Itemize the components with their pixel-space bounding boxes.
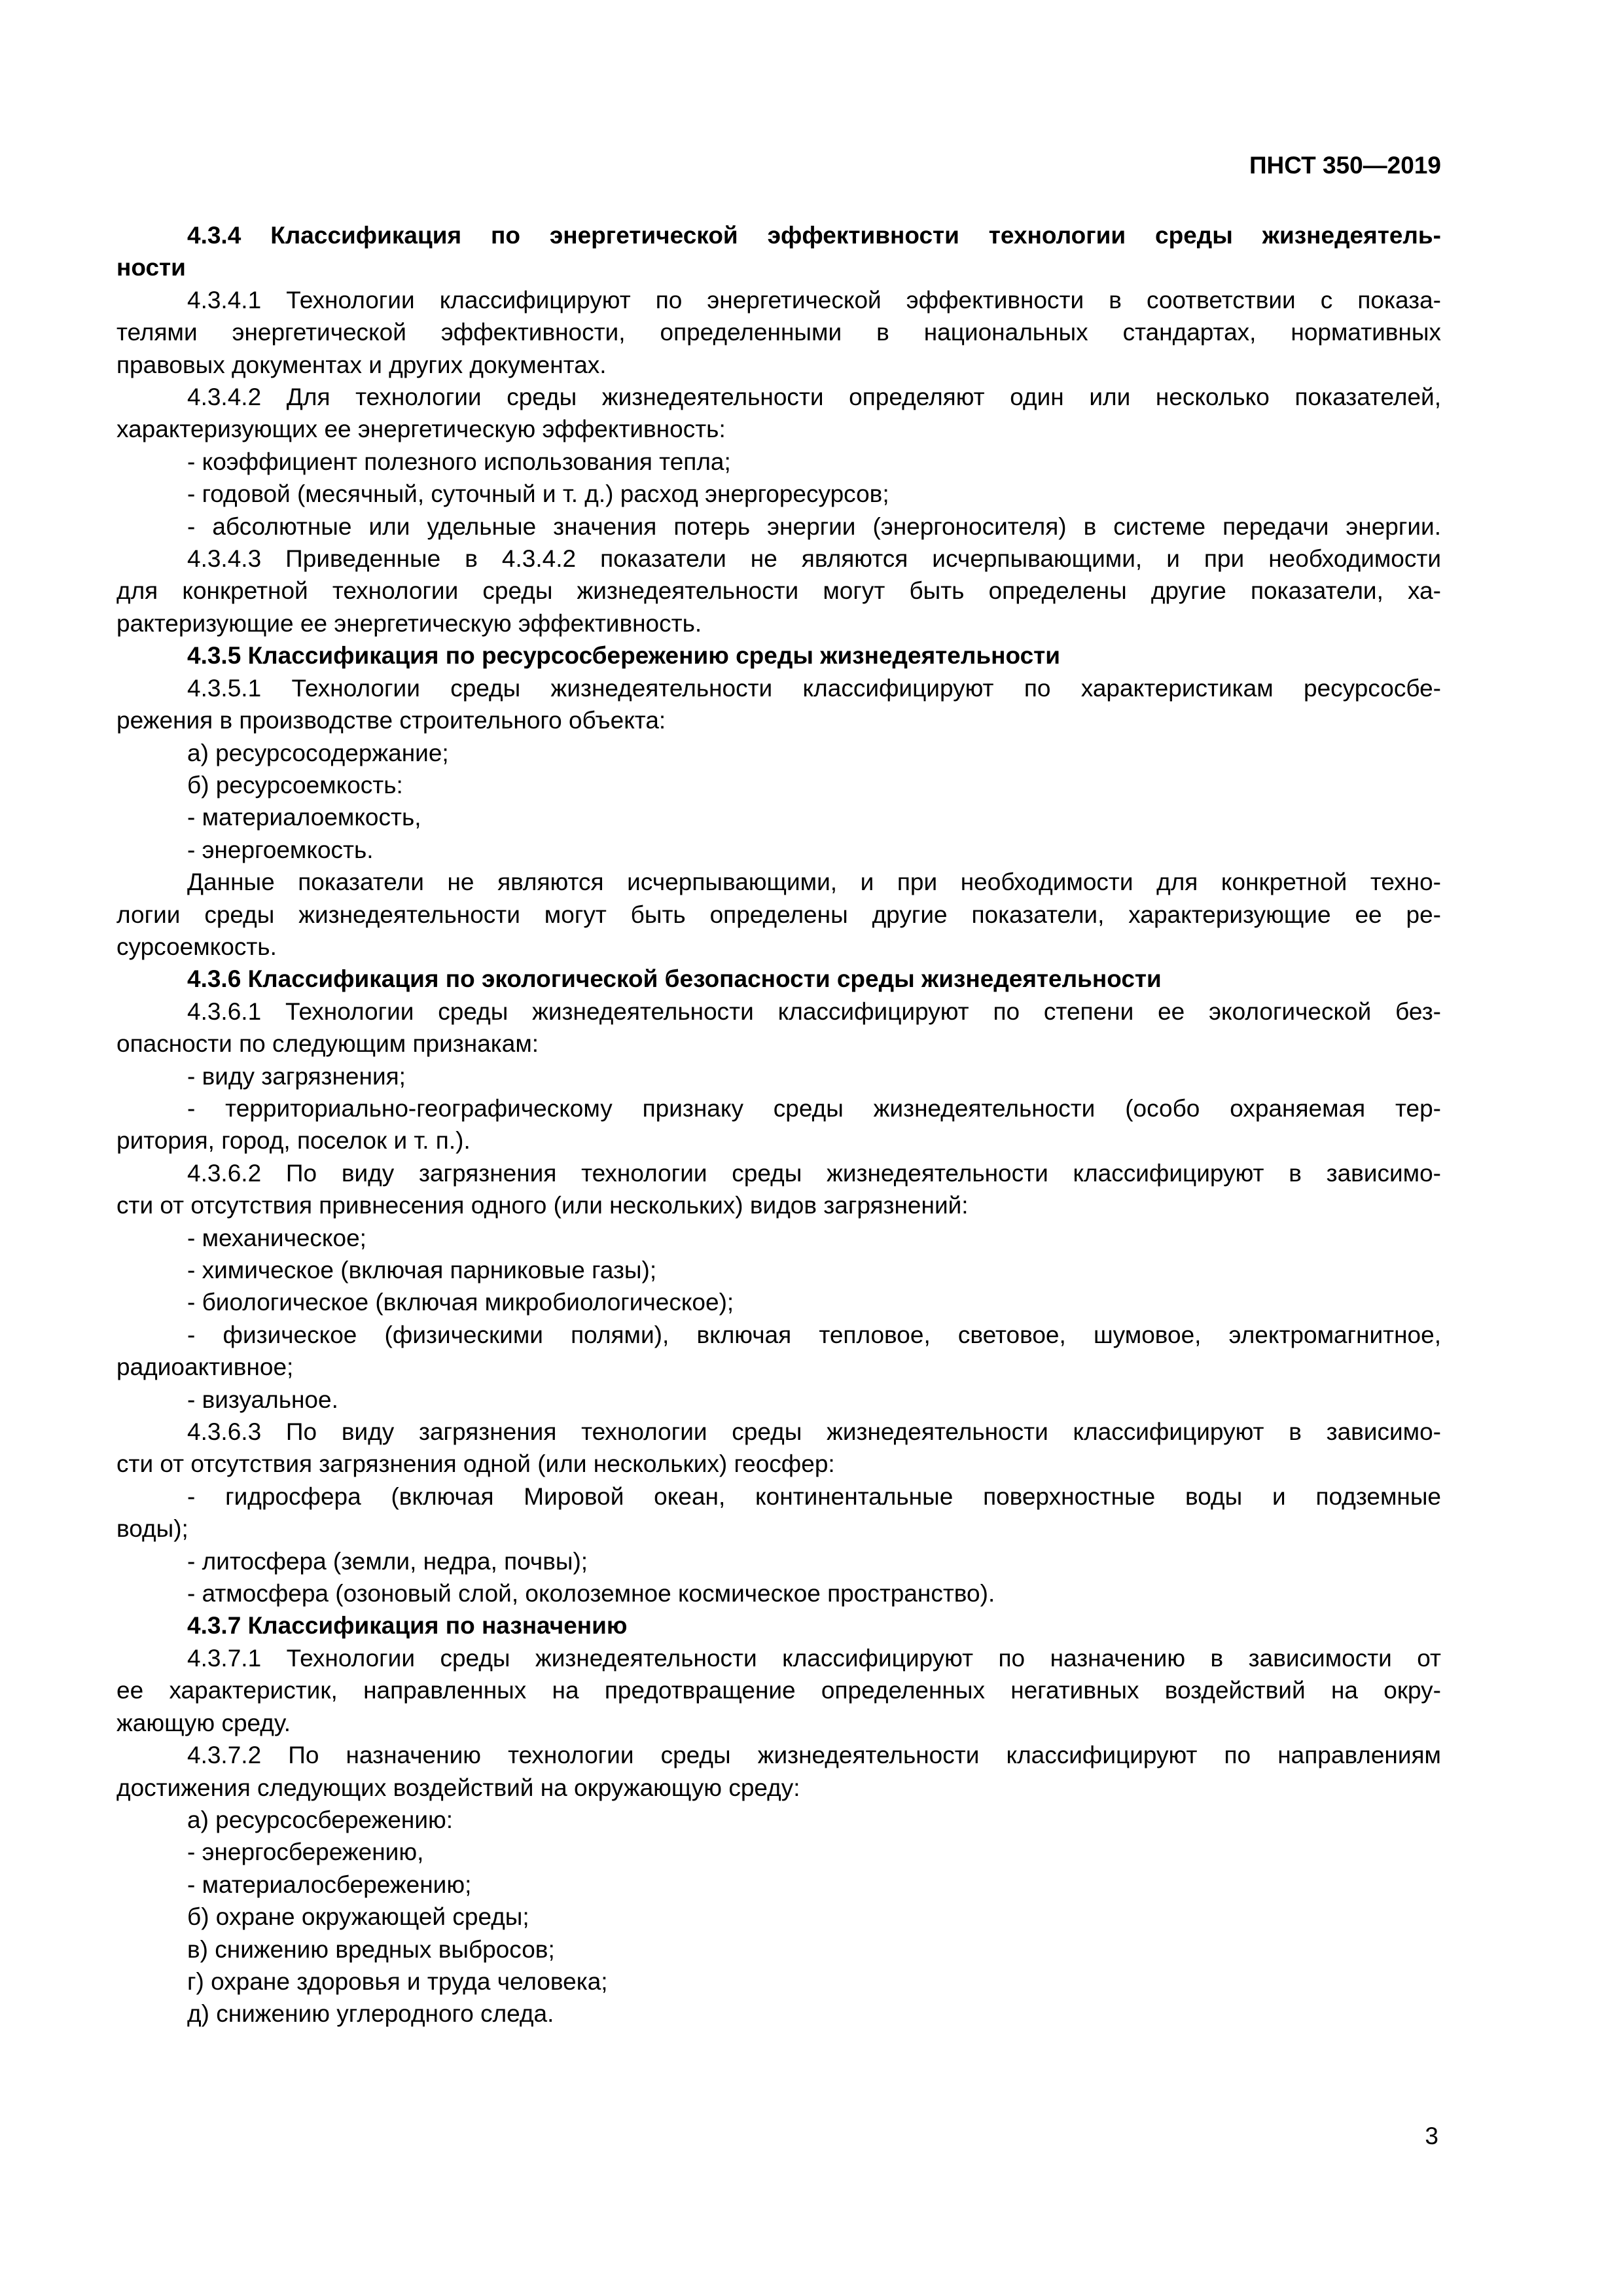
text-line: 4.3.7.2 По назначению технологии среды жизнедеятельности классифицируют по направлениям [187,1742,1441,1769]
text-line: - абсолютные или удельные значения потерь энергии (энергоносителя) в системе передачи энергии. [187,512,1441,540]
text-line: ритория, город, поселок и т. п.). [116,1127,471,1155]
text-line: 4.3.6.1 Технологии среды жизнедеятельности классифицируют по степени ее экологической без- [187,997,1441,1025]
text-line: - атмосфера (озоновый слой, околоземное космическое пространство). [187,1580,995,1607]
text-line: - энергоемкость. [187,836,374,863]
text-line: - визуальное. [187,1386,338,1413]
text-line: - материалоемкость, [187,804,421,831]
text-line: б) ресурсоемкость: [187,771,403,798]
text-line: 4.3.4.3 Приведенные в 4.3.4.2 показатели не являются исчерпывающими, и при необходимости [187,545,1441,573]
text-line: сти от отсутствия загрязнения одной (или нескольких) геосфер: [116,1450,835,1478]
document-body [116,219,1441,2030]
text-line: жающую среду. [116,1709,291,1736]
section-heading-line: 4.3.4 Классификация по энергетической эффективности технологии среды жизнедеятель- [187,222,1441,249]
section-heading-line: 4.3.6 Классификация по экологической безопасности среды жизнедеятельности [187,965,1162,993]
text-line: а) ресурсосбережению: [187,1806,454,1833]
section-heading-line: 4.3.7 Классификация по назначению [187,1612,628,1640]
text-line: - материалосбережению; [187,1871,472,1898]
text-line: 4.3.4.2 Для технологии среды жизнедеятельности определяют один или несколько показателей, [187,384,1441,411]
text-line: - биологическое (включая микробиологическое); [187,1289,734,1316]
text-line: ее характеристик, направленных на предотвращение определенных негативных воздействий на окру- [116,1677,1441,1704]
text-line: сти от отсутствия привнесения одного (или нескольких) видов загрязнений: [116,1192,969,1219]
text-line: - виду загрязнения; [187,1062,406,1090]
text-line: Данные показатели не являются исчерпывающими, и при необходимости для конкретной техно- [187,869,1441,896]
text-line: характеризующих ее энергетическую эффективность: [116,416,726,443]
text-line: - годовой (месячный, суточный и т. д.) расход энергоресурсов; [187,480,889,508]
text-line: - энергосбережению, [187,1839,424,1866]
text-line: - коэффициент полезного использования тепла; [187,448,731,475]
text-line: г) охране здоровья и труда человека; [187,1967,608,1995]
text-line: - гидросфера (включая Мировой океан, континентальные поверхностные воды и подземные [187,1482,1441,1510]
text-line: правовых документах и других документах. [116,351,607,378]
text-line: телями энергетической эффективности, определенными в национальных стандартах, нормативных [116,319,1441,346]
text-line: 4.3.7.1 Технологии среды жизнедеятельности классифицируют по назначению в зависимости от [187,1644,1441,1672]
text-line: режения в производстве строительного объекта: [116,707,666,734]
section-heading-line: 4.3.5 Классификация по ресурсосбережению среды жизнедеятельности [187,642,1061,670]
text-line: б) охране окружающей среды; [187,1903,529,1931]
document-number-header: ПНСТ 350—2019 [1249,152,1441,179]
text-line: 4.3.4.1 Технологии классифицируют по энергетической эффективности в соответствии с показа- [187,286,1441,314]
text-line: - физическое (физическими полями), включая тепловое, световое, шумовое, электромагнитное, [187,1321,1441,1348]
text-line: д) снижению углеродного следа. [187,2000,554,2028]
text-line: 4.3.5.1 Технологии среды жизнедеятельности классифицируют по характеристикам ресурсосбе- [187,674,1441,702]
text-line: радиоактивное; [116,1354,294,1381]
page-number: 3 [1425,2123,1438,2149]
text-line: достижения следующих воздействий на окружающую среду: [116,1774,800,1801]
text-line: 4.3.6.2 По виду загрязнения технологии среды жизнедеятельности классифицируют в зависимо- [187,1159,1441,1187]
section-heading-line: ности [116,254,186,281]
text-line: для конкретной технологии среды жизнедеятельности могут быть определены другие показатели, ха- [116,577,1441,605]
text-line: а) ресурсосодержание; [187,739,449,766]
text-line: воды); [116,1515,188,1543]
text-line: 4.3.6.3 По виду загрязнения технологии среды жизнедеятельности классифицируют в зависимо- [187,1418,1441,1446]
text-line: - химическое (включая парниковые газы); [187,1257,657,1283]
text-line: логии среды жизнедеятельности могут быть определены другие показатели, характеризующие ее ре- [116,901,1441,928]
text-line: рактеризующие ее энергетическую эффективность. [116,609,702,637]
text-line: сурсоемкость. [116,933,277,960]
text-line: в) снижению вредных выбросов; [187,1935,555,1963]
text-line: - литосфера (земли, недра, почвы); [187,1547,588,1575]
text-line: - территориально-географическому признаку среды жизнедеятельности (особо охраняемая тер- [187,1094,1441,1122]
text-line: - механическое; [187,1224,366,1251]
text-line: опасности по следующим признакам: [116,1030,539,1058]
